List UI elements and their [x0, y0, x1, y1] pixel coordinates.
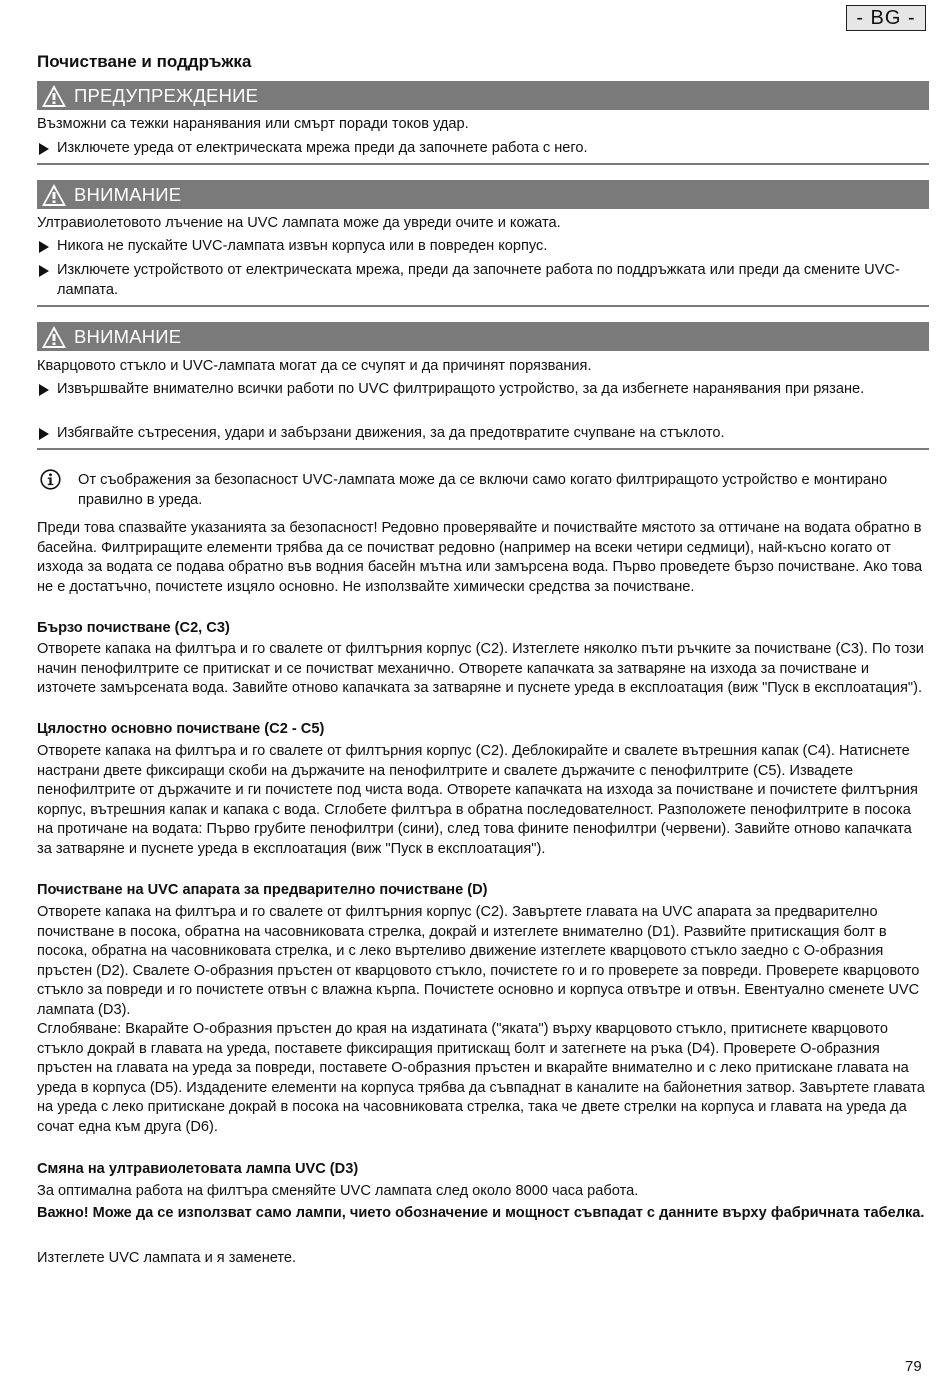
intro-paragraph: Преди това спазвайте указанията за безопасност! Редовно проверявайте и почиствайте мястото за оттичане на водата обратно в басейна. Филтриращите елементи трябва да се почистват редовно (например на всеки четири седмици), най-късно когато от изхода за водата се подава обратно във водния басейн мътна или замърсена вода. Първо проведете бързо почистване. Ако това не е достатъчно, почистете изцяло основно. Не използвайте химически средства за почистване.	[37, 520, 923, 595]
caution-bullet: Извършвайте внимателно всички работи по UVC филтриращото устройство, за да избегнете наранявания при рязане.	[37, 380, 927, 400]
warning-triangle-icon	[41, 325, 67, 349]
warning-triangle-icon	[41, 84, 67, 108]
final-instruction: Изтеглете UVC лампата и я заменете.	[37, 1250, 297, 1266]
full-clean-paragraph: Отворете капака на филтъра и го свалете от филтърния корпус (C2). Деблокирайте и свалете вътрешния капак (C4). Натиснете настрани двете фиксиращи скоби на държачите на пенофилтрите и свалете държачите с пенофилтрите (C5). Извадете пенофилтрите от държачите и ги почистете под чиста вода. Отворете капачката на изхода за почистване и почистете филтърния корпус, вътрешния капак и капака с вода. Сглобете филтъра в обратна последователност. Разположете пенофилтрите в посока на протичане на водата: Първо грубите пенофилтри (сини), след това фините пенофилтри (червени). Завийте отново капачката за затваряне и пуснете уреда в експлоатация (виж "Пуск в експлоатация").	[37, 743, 918, 857]
caution-text: Ултравиолетовото лъчение на UVC лампата може да увреди очите и кожата.	[37, 215, 561, 231]
bullet-arrow-icon	[39, 241, 49, 253]
bullet-arrow-icon	[39, 143, 49, 155]
divider	[37, 448, 929, 450]
caution-text: Кварцовото стъкло и UVC-лампата могат да се счупят и да причинят порязвания.	[37, 358, 592, 374]
warning-banner	[37, 81, 929, 110]
caution-bullet: Изключете устройството от електрическата мрежа, преди да започнете работа по поддръжката или преди да смените UVC-лампата.	[37, 261, 927, 300]
uvc-clean-heading: Почистване на UVC апарата за предварително почистване (D)	[37, 882, 488, 898]
divider	[37, 305, 929, 307]
quick-clean-paragraph: Отворете капака на филтъра и го свалете от филтърния корпус (C2). Изтеглете няколко пъти ръчките за почистване (C3). По този начин пенофилтрите се притискат и се почистват механично. Отворете капачката за затваряне на изхода за почистване и източете замърсената вода. Завийте отново капачката за затваряне и пуснете уреда в експлоатация (виж "Пуск в експлоатация").	[37, 641, 924, 697]
warning-bullet: Изключете уреда от електрическата мрежа преди да започнете работа с него.	[37, 139, 927, 159]
bullet-arrow-icon	[39, 265, 49, 277]
divider	[37, 163, 929, 165]
page-number: 79	[905, 1358, 922, 1375]
assembly-paragraph: Сглобяване: Вкарайте О-образния пръстен до края на издатината ("яката") върху кварцовото стъкло, притиснете кварцовото стъкло докрай в главата на уреда, поставете фиксиращия притискащ болт и затегнете на ръка (D4). Проверете О-образния пръстен на главата на уреда за повреди, поставете О-образния пръстен и вкарайте внимателно и с леко притискане главата на уреда в корпуса (D5). Издадените елементи на корпуса трябва да съвпаднат в каналите на байонетния затвор. Завъртете главата на уреда с леко притискане докрай в посока на часовниковата стрелка, така че двете стрелки на корпуса и главата на уреда да сочат една към друга (D6).	[37, 1021, 925, 1135]
lamp-replace-paragraph: За оптимална работа на филтъра сменяйте UVC лампата след около 8000 часа работа.	[37, 1183, 639, 1199]
bullet-arrow-icon	[39, 384, 49, 396]
language-tag: - BG -	[846, 5, 926, 31]
caution-title: ВНИМАНИЕ	[74, 326, 182, 347]
caution-bullet: Никога не пускайте UVC-лампата извън корпуса или в повреден корпус.	[37, 237, 927, 257]
full-clean-heading: Цялостно основно почистване (C2 - C5)	[37, 721, 325, 737]
important-note: Важно! Може да се използват само лампи, чието обозначение и мощност съвпадат с данните върху фабричната табелка.	[37, 1205, 925, 1221]
caution-banner-uv	[37, 180, 929, 209]
caution-title: ВНИМАНИЕ	[74, 184, 182, 205]
warning-text: Възможни са тежки наранявания или смърт поради токов удар.	[37, 116, 469, 132]
info-note: От съображения за безопасност UVC-лампата може да се включи само когато филтриращото устройство е монтирано правилно в уреда.	[78, 472, 888, 508]
caution-banner-glass	[37, 322, 929, 351]
bullet-arrow-icon	[39, 428, 49, 440]
section-title: Почистване и поддръжка	[37, 52, 252, 71]
quick-clean-heading: Бързо почистване (C2, C3)	[37, 620, 230, 636]
warning-triangle-icon	[41, 183, 67, 207]
info-icon	[40, 469, 61, 490]
caution-bullet: Избягвайте сътресения, удари и забързани движения, за да предотвратите счупване на стъклото.	[37, 424, 927, 444]
uvc-clean-paragraph: Отворете капака на филтъра и го свалете от филтърния корпус (C2). Завъртете главата на UVC апарата за предварително почистване в посока, обратна на часовниковата стрелка, докрай и изтеглете внимателно (D1). Развийте притискащия болт в посока, обратна на часовниковата стрелка, и с леко въртеливо движение изтеглете кварцовото стъкло заедно с О-образния пръстен (D2). Свалете О-образния пръстен от кварцовото стъкло, почистете го и го проверете за повреди. Проверете кварцовото стъкло за повреди и го почистете отвън с влажна кърпа. Почистете основно и корпуса отвътре и отвън. Евентуално сменете UVC лампата (D3).	[37, 904, 920, 1018]
warning-title: ПРЕДУПРЕЖДЕНИЕ	[74, 85, 259, 106]
lamp-replace-heading: Смяна на ултравиолетовата лампа UVC (D3)	[37, 1161, 359, 1177]
